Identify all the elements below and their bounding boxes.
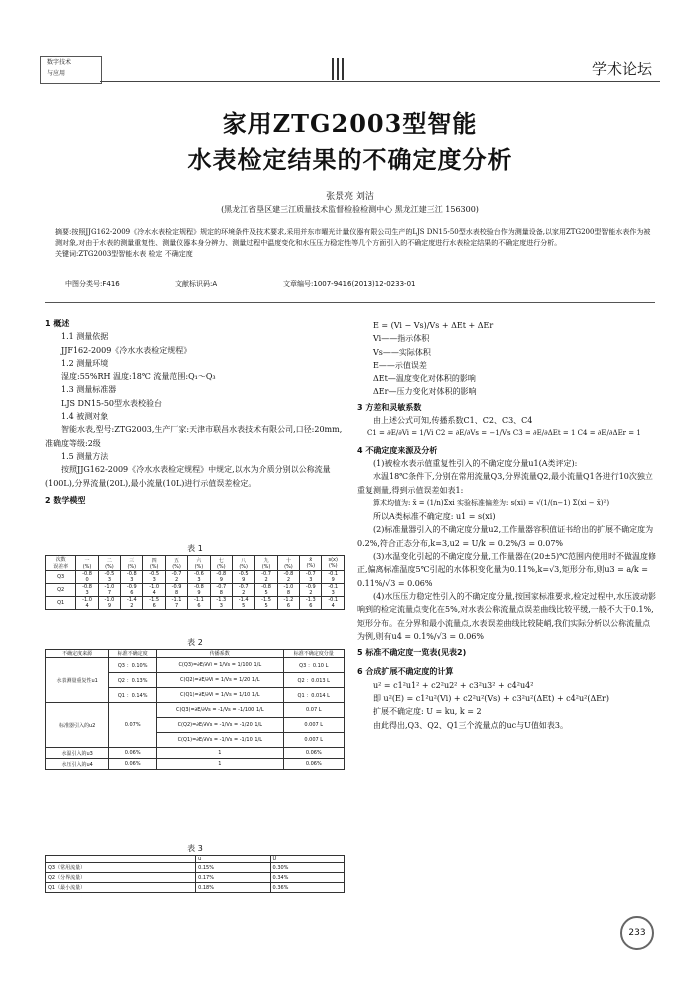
table-1-cell: -1.3 6 [300,597,322,610]
table-1-cell: -0.8 3 [76,584,98,597]
table-2-header: 标准不确定度分量 [283,650,344,658]
table-1-header: 五 (%) [165,556,187,571]
definition-et: ΔEt—温度变化对体积的影响 [373,374,476,384]
table-2-coef: C(Q3)=∂E/∂Vs = -1/Vs = -1/100 1/L [157,703,283,718]
section-4-para-2: 水温18℃条件下,分别在常用流量Q3,分界流量Q2,最小流量Q1各进行10次独立重复测量,得到示值误差如表1: [357,472,653,495]
table-1-cell: -1.0 8 [277,584,299,597]
table-1-cell: -0.7 2 [232,584,254,597]
article-number: 文章编号:1007-9416(2013)12-0233-01 [283,280,416,288]
table-3-cell: 0.34% [270,873,344,883]
table-3-header: U [270,856,344,863]
section-4-para-1: (1)被检水表示值重复性引入的不确定度分量u1(A类评定): [373,458,578,468]
abstract-text: 按照JJG162-2009《冷水水表检定规程》规定的环境条件及技术要求,采用并东市曜光计量仪器有限公司生产的LJS DN15-50型水表校验台作为测量设备,以家用ZTG200型智能水表作为被测对象,对由于水表的测量重复性、测量仪器本身分辨力、测量过程中温度变化和水压压力稳定性等几个方面引入的不确定度进行水表检定结果的不确定度进行分析。 [55,228,651,247]
sensitivity-coefficients: C1 = ∂E/∂Vi = 1/Vi C2 = ∂E/∂Vs = −1/Vs C3 = ∂E/∂ΔEt = 1 C4 = ∂E/∂ΔEr = 1 [367,429,641,438]
table-1-cell: -1.4 5 [232,597,254,610]
table-1-cell: -0.9 6 [121,584,143,597]
table-2-component: 0.06% [283,748,344,759]
table-3-header [46,856,196,863]
table-row [46,748,345,759]
clc-number: 中图分类号:F416 [65,280,120,288]
table-3-cell: 0.17% [196,873,270,883]
table-2-std: 0.07% [109,703,157,748]
formula-error: E = (Vi − Vs)/Vs + ΔEt + ΔEr [373,321,494,330]
title-line-1: 家用ZTG2003型智能 [222,109,478,138]
section-1-heading: 1 概述 [45,319,70,328]
table-1-cell: -1.1 7 [165,597,187,610]
table-1-cell: -0.6 3 [188,571,210,584]
subsection-1-3: 1.3 测量标准器 [61,385,117,395]
table-3-cell: Q3（常用流量） [46,863,196,873]
combined-formula: u² = c1²u1² + c2²u2² + c3²u3² + c4²u4² [373,680,534,690]
section-6-conclusion: 由此得出,Q3、Q2、Q1三个流量点的uc与U值如表3。 [373,720,568,730]
table-2-coef: 1 [157,748,283,759]
journal-name-line2: 与应用 [47,70,66,77]
table-1-header: 十 (%) [277,556,299,571]
right-column [357,319,657,732]
table-1-cell: -1.2 6 [277,597,299,610]
table-2-component: 0.007 L [283,718,344,733]
doc-code: 文献标识码:A [175,280,218,288]
table-1-cell: -1.0 4 [143,584,165,597]
section-4-para-3: (2)标准量器引入的不确定度分量u2,工作量器容积值证书给出的扩展不确定度为0.2%,符合正态分布,k=3,u2 = U/k = 0.2%/3 = 0.07% [357,525,654,548]
table-2-std: 0.06% [109,748,157,759]
header-bars-decoration [332,58,347,84]
table-2-coef: 1 [157,759,283,770]
table-1-corner: 次数 误差率 [46,556,76,571]
table-2-std: Q1 ：0.14% [109,688,157,703]
table-1-cell: -0.5 3 [98,571,120,584]
table-row [46,873,345,883]
section-5-heading: 5 标准不确定度一览表(见表2) [357,648,467,658]
section-3-heading: 3 方差和灵敏系数 [357,402,422,412]
table-2-coef: C(Q1)=∂E/∂Vs = -1/Vs = -1/10 1/L [157,733,283,748]
subsection-1-1-text: JJF162-2009《冷水水表检定规程》 [61,345,192,355]
table-1-row-label: Q1 [46,597,76,610]
table-1-cell: -0.9 8 [165,584,187,597]
table-2-header: 传播系数 [157,650,283,658]
combined-formula-expanded: 即 u²(E) = c1²u²(Vi) + c2²u²(Vs) + c3²u²(ΔEt) + c4²u²(ΔEr) [373,694,610,704]
table-row [46,759,345,770]
table-1-cell: -0.7 2 [255,571,277,584]
table-1-cell: -1.3 3 [210,597,232,610]
table-2-header: 标准不确定度 [109,650,157,658]
table-2-header: 不确定度来源 [46,650,109,658]
subsection-1-5-text: 按照JJG162-2009《冷水水表检定规程》中规定,以水为介质分别以公称流量(100L),分界流量(20L),最小流量(10L)进行示值误差检定。 [45,465,331,488]
table-2-coef: C(Q3)=∂E/∂Vi = 1/Vs = 1/100 1/L [157,658,283,673]
header-rule [100,81,660,82]
table-1-cell: -0.7 2 [165,571,187,584]
table-2-std: Q3 ：0.10% [109,658,157,673]
section-3-text: 由上述公式可知,传播系数C1、C2、C3、C4 [373,416,533,426]
table-1-cell: -0.8 9 [210,571,232,584]
table-row [46,883,345,893]
section-4-para-4: (3)水温变化引起的不确定度分量,工作量器在(20±5)℃范围内使用时不做温度修正,偏离标准温度5℃引起的水体积变化量为0.11%,k=√3,矩形分布,则u3 = a/k = 0.11%/√3 = 0.06% [357,552,657,588]
table-1-cell: -0.5 3 [143,571,165,584]
table-2-coef: C(Q1)=∂E/∂Vi = 1/Vs = 1/10 1/L [157,688,283,703]
mean-stddev-formula: 算术均值为: x̄ = (1/n)Σxi 实验标准偏差为: s(xi) = √(1/(n−1) Σ(xi − x̄)²) [373,498,610,507]
table-1-cell: -0.8 5 [255,584,277,597]
table-row [46,863,345,873]
subsection-1-2: 1.2 测量环境 [61,358,109,368]
table-1-header: 九 (%) [255,556,277,571]
table-1-cell: -0.7 3 [300,571,322,584]
table-1-cell: -0.1 4 [322,597,345,610]
table-2-component: 0.06% [283,759,344,770]
table-3-header: u [196,856,270,863]
definition-vs: Vs——实际体积 [373,347,431,357]
table-row [46,597,345,610]
authors: 张景亮 刘洁 [326,192,374,202]
table-1-header: 七 (%) [210,556,232,571]
table-2-source: 水温引入的u3 [46,748,109,759]
table-3-cell: 0.15% [196,863,270,873]
table-1-cell: -0.5 9 [232,571,254,584]
table-1-header: 四 (%) [143,556,165,571]
table-1-header: 八 (%) [232,556,254,571]
table-1-cell: -0.8 9 [188,584,210,597]
table-2-source: 标准器引入的u2 [46,703,109,748]
table-3-cell: Q1（最小流量） [46,883,196,893]
table-2-std: 0.06% [109,759,157,770]
left-column [45,317,343,507]
table-1-caption: 表 1 [187,544,203,553]
table-1-cell: -0.7 8 [210,584,232,597]
table-1-cell: -1.0 4 [76,597,98,610]
table-1-cell: -1.1 6 [188,597,210,610]
table-1-cell: -1.4 2 [121,597,143,610]
table-1-row-label: Q3 [46,571,76,584]
table-1-cell: -0.8 0 [76,571,98,584]
section-6-heading: 6 合成扩展不确定度的计算 [357,667,454,677]
abstract [55,227,655,260]
journal-name-line1: 数字技术 [47,59,72,66]
table-1-header: 三 (%) [121,556,143,571]
table-2-source: 水压引入的u4 [46,759,109,770]
table-2 [45,649,345,770]
subsection-1-1: 1.1 测量依据 [61,332,109,342]
table-2-caption: 表 2 [187,638,203,647]
table-row [46,658,345,673]
table-1-cell: -0.1 9 [322,571,345,584]
table-2-coef: C(Q2)=∂E/∂Vi = 1/Vs = 1/20 1/L [157,673,283,688]
definition-er: ΔEr—压力变化对体积的影响 [373,387,477,397]
definition-e: E——示值误差 [373,360,427,370]
section-label: 学术论坛 [592,60,653,78]
subsection-1-4: 1.4 被测对象 [61,412,109,422]
table-1-cell: -0.8 3 [121,571,143,584]
table-3-cell: 0.18% [196,883,270,893]
table-2-source: 水表测量重复性u1 [46,658,109,703]
table-1-header: 六 (%) [188,556,210,571]
type-a-uncertainty: 所以A类标准不确定度: u1 = s(xi) [373,512,496,522]
affiliation: (黑龙江省垦区建三江质量技术监督检验检测中心 黑龙江建三江 156300) [221,205,479,214]
table-1-header: 二 (%) [98,556,120,571]
table-1-header: 一 (%) [76,556,98,571]
table-1-header: x̄ (%) [300,556,322,571]
section-2-heading: 2 数学模型 [45,495,86,505]
table-2-component: Q3 ：0.10 L [283,658,344,673]
definition-vi: Vi——指示体积 [373,334,430,344]
journal-badge [40,56,102,84]
subsection-1-2-text: 湿度:55%RH 温度:18℃ 流量范围:Q₁～Q₃ [61,372,216,382]
table-1-cell: -1.5 6 [143,597,165,610]
table-2-std: Q2 ：0.13% [109,673,157,688]
expanded-uncertainty: 扩展不确定度: U = ku, k = 2 [373,707,482,717]
table-1-row-label: Q2 [46,584,76,597]
page-number: 233 [620,916,654,950]
table-1-cell: -0.8 2 [277,571,299,584]
section-4-heading: 4 不确定度来源及分析 [357,445,438,455]
subsection-1-3-text: LJS DN15-50型水表校验台 [61,398,163,408]
table-1-header: s(x) (%) [322,556,345,571]
keywords: ZTG2003型智能水表 检定 不确定度 [78,250,193,258]
table-3 [45,855,345,893]
table-row [46,703,345,718]
abstract-label: 摘要: [55,228,72,236]
section-4-para-5: (4)水压压力稳定性引入的不确定度分量,按国家标准要求,检定过程中,水压波动影响到的检定流量点变化在5%,对水表公称流量点误差曲线比较平缓,一般不大于0.1%,矩形分布。在分界和最小流量点,水表误差曲线比较陡峭,我们实际分析以公称流量点为例,则有u4 = 0.1%/√3 = 0.06% [357,591,656,641]
table-1-cell: -0.9 2 [300,584,322,597]
table-2-component: 0.007 L [283,733,344,748]
table-2-component: Q1 ：0.014 L [283,688,344,703]
table-2-component: Q2 ：0.013 L [283,673,344,688]
subsection-1-4-text: 智能水表,型号:ZTG2003,生产厂家:天津市联昌水表技术有限公司,口径:20mm,准确度等级:2级 [45,425,343,448]
table-1-cell: -1.5 5 [255,597,277,610]
table-2-component: 0.07 L [283,703,344,718]
subsection-1-5: 1.5 测量方法 [61,451,109,461]
table-3-cell: 0.30% [270,863,344,873]
table-1 [45,555,345,610]
keywords-label: 关键词: [55,250,79,258]
title-line-2: 水表检定结果的不确定度分析 [187,145,513,174]
table-2-coef: C(Q2)=∂E/∂Vs = -1/Vs = -1/20 1/L [157,718,283,733]
table-3-cell: Q2（分界流量） [46,873,196,883]
table-3-cell: 0.36% [270,883,344,893]
table-3-caption: 表 3 [187,844,203,853]
table-1-cell: -0.1 3 [322,584,345,597]
table-1-cell: -1.0 7 [98,584,120,597]
table-1-cell: -1.0 9 [98,597,120,610]
table-row [46,584,345,597]
table-row [46,571,345,584]
abstract-rule [45,302,655,303]
